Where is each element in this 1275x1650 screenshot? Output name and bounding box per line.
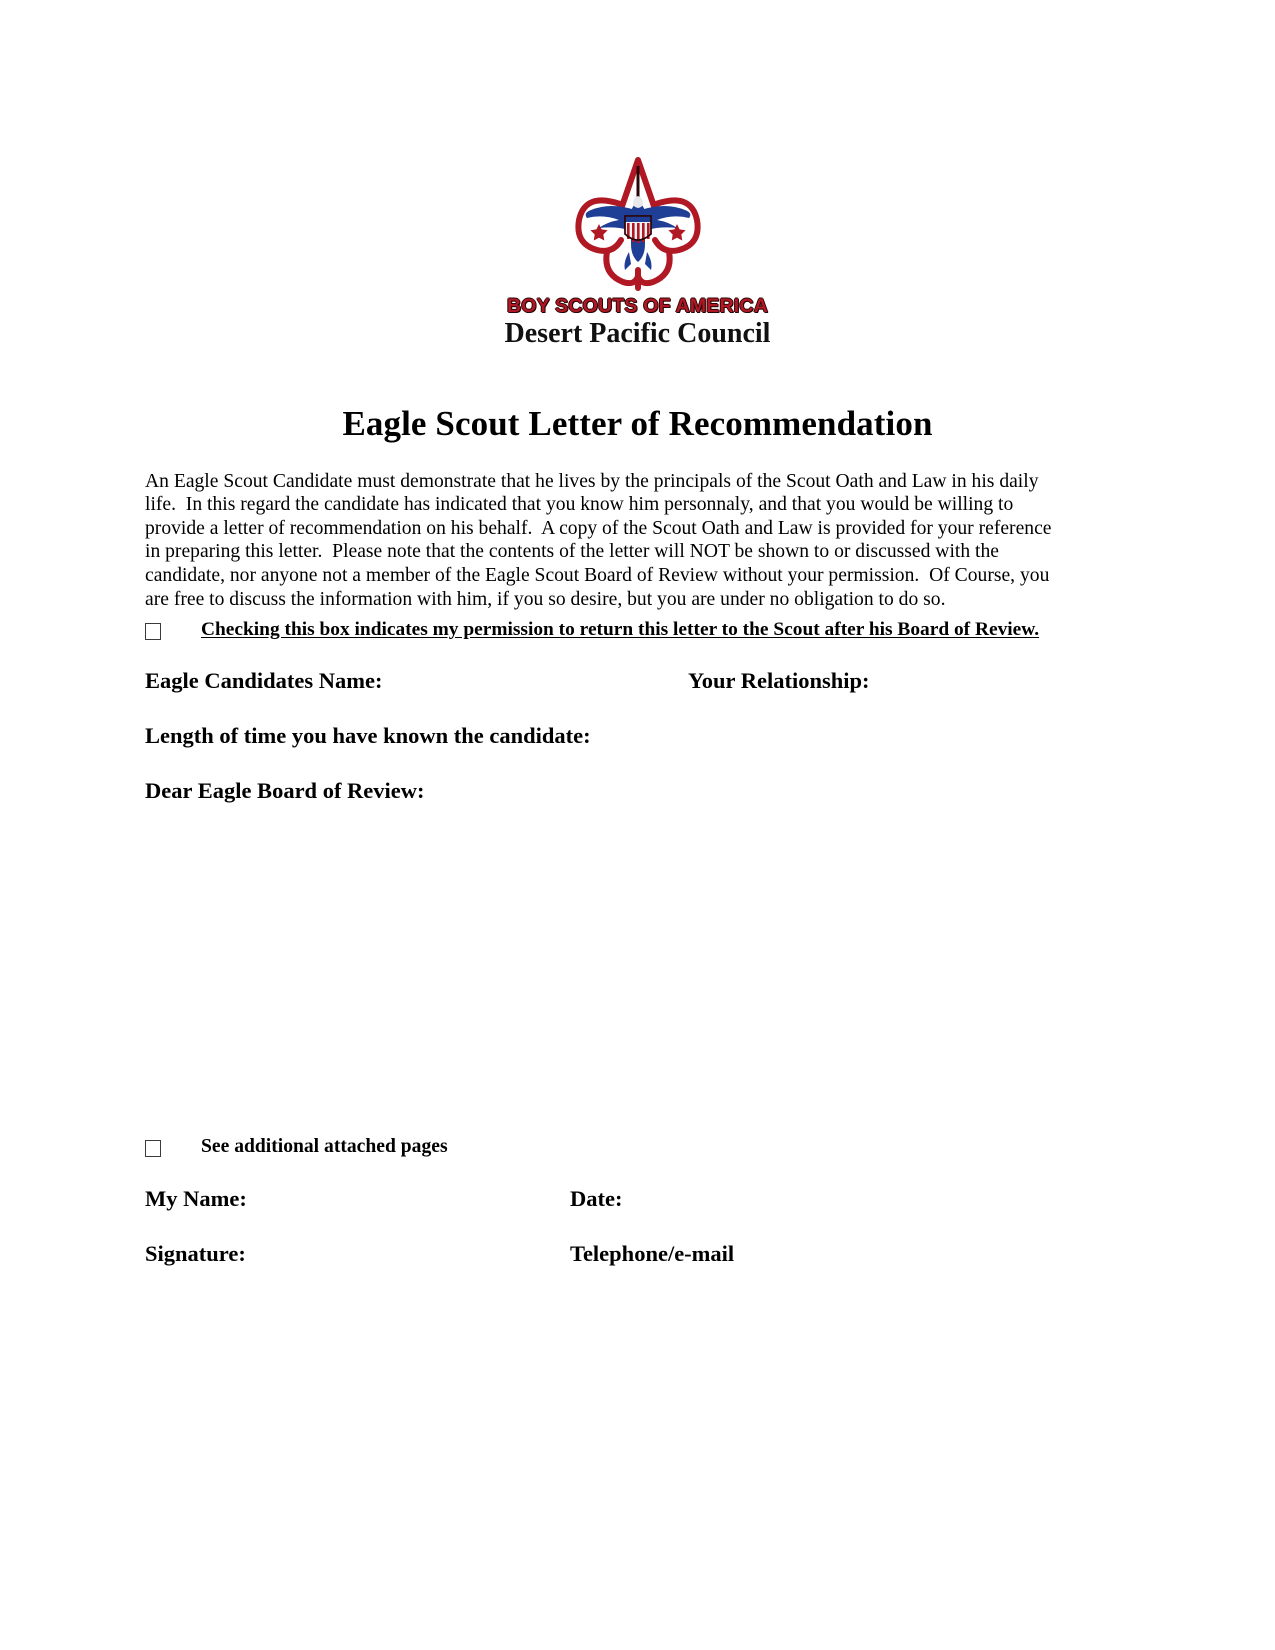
letter-body-area[interactable] xyxy=(145,812,1075,1130)
signature-label: Signature: xyxy=(145,1241,246,1266)
permission-row[interactable] xyxy=(145,618,1075,641)
candidate-name-row xyxy=(145,668,1075,694)
attached-pages-row[interactable] xyxy=(145,1135,1075,1158)
bsa-organization-name: BOY SCOUTS OF AMERICA xyxy=(507,295,768,317)
attached-pages-checkbox[interactable] xyxy=(145,1140,161,1157)
page-title: Eagle Scout Letter of Recommendation xyxy=(342,404,933,444)
relationship-label: Your Relationship: xyxy=(688,668,870,693)
permission-label: Checking this box indicates my permission to return this letter to the Scout after his Board of Review. xyxy=(201,619,1040,640)
length-known-row xyxy=(145,723,1075,749)
signature-row xyxy=(145,1241,1075,1267)
my-name-row xyxy=(145,1186,1075,1212)
intro-paragraph: An Eagle Scout Candidate must demonstrate that he lives by the principals of the Scout Oath and Law in his daily life. In this regard the candidate has indicated that you know him personnaly, and that you would be willing to provide a letter of recommendation on his behalf. A copy of the Scout Oath and Law is provided for your reference in preparing this letter. Please note that the contents of the letter will NOT be shown to or discussed with the candidate, nor anyone not a member of the Eagle Scout Board of Review without your permission. Of Course, you are free to discuss the information with him, if you so desire, but you are under no obligation to do so. xyxy=(145,470,1057,610)
council-name: Desert Pacific Council xyxy=(504,318,771,350)
date-label: Date: xyxy=(570,1186,623,1211)
attached-pages-label: See additional attached pages xyxy=(201,1136,448,1157)
candidate-name-label: Eagle Candidates Name: xyxy=(145,668,383,693)
permission-checkbox[interactable] xyxy=(145,623,161,640)
salutation-label: Dear Eagle Board of Review: xyxy=(145,778,425,803)
my-name-label: My Name: xyxy=(145,1186,247,1211)
bsa-fleur-de-lis-eagle-emblem xyxy=(563,152,713,294)
telephone-label: Telephone/e-mail xyxy=(570,1241,735,1266)
length-known-label: Length of time you have known the candidate: xyxy=(145,723,591,748)
council-logo-block xyxy=(0,152,1275,350)
salutation-row xyxy=(145,778,1075,804)
